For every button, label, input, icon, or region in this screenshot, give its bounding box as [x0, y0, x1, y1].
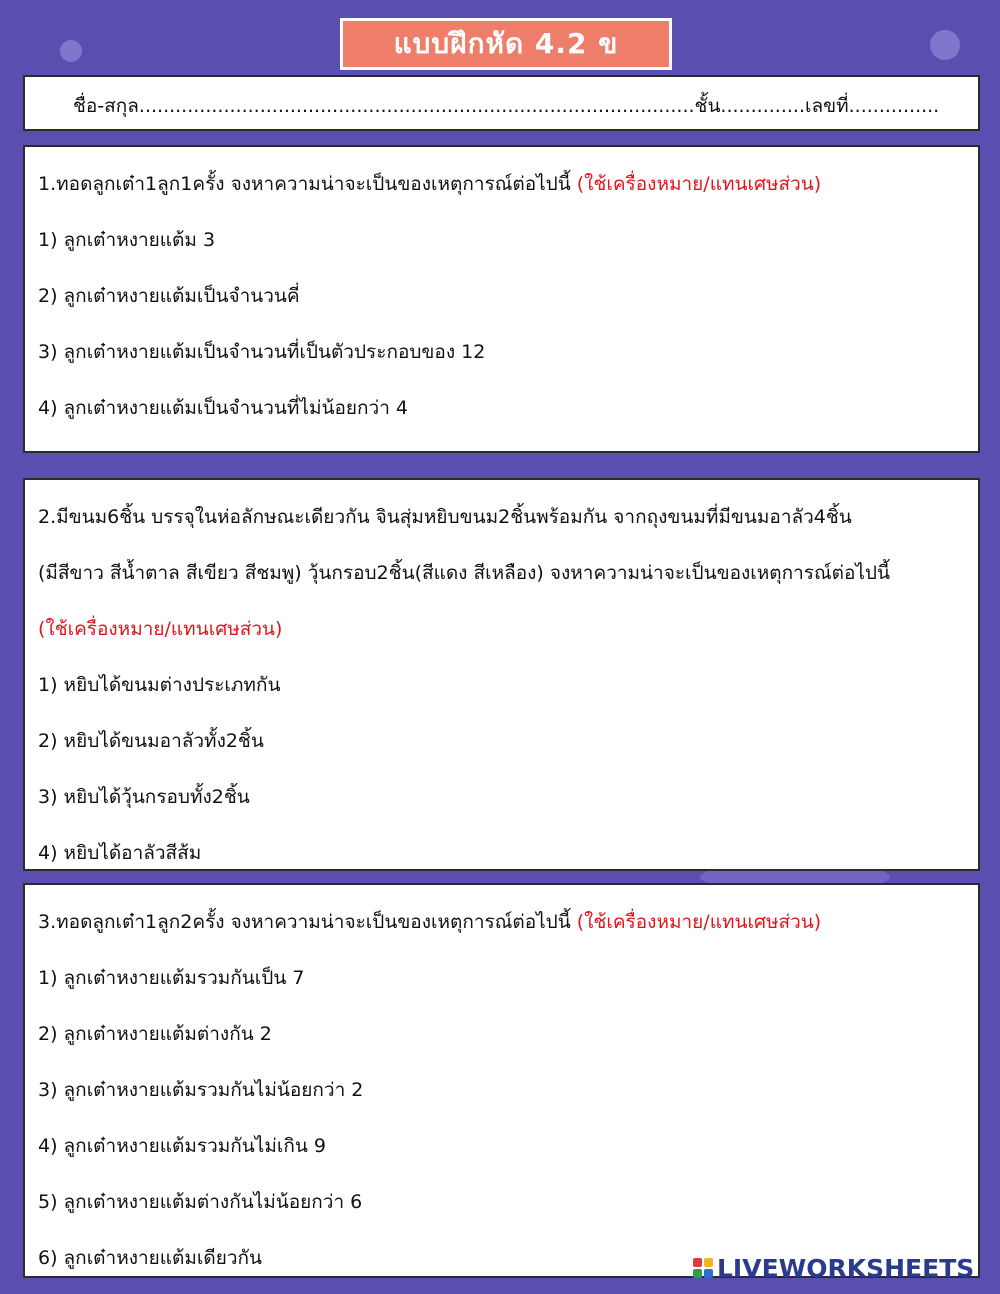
question-1-item: 1) ลูกเต๋าหงายแต้ม 3 [38, 229, 216, 251]
question-2-box [23, 478, 980, 871]
student-info-line[interactable]: ชื่อ-สกุล............................................................................................ชั้น..............เลขที่............... [73, 95, 940, 117]
logo-square-green [693, 1269, 702, 1278]
question-1-note: (ใช้เครื่องหมาย/แทนเศษส่วน) [576, 173, 822, 195]
question-2-item: 3) หยิบได้วุ้นกรอบทั้ง2ชิ้น [38, 786, 250, 808]
background-decoration [60, 40, 82, 62]
question-3-note: (ใช้เครื่องหมาย/แทนเศษส่วน) [576, 911, 822, 933]
question-1-text: 1.ทอดลูกเต๋า1ลูก1ครั้ง จงหาความน่าจะเป็นของเหตุการณ์ต่อไปนี้ [38, 173, 571, 195]
background-decoration [930, 30, 960, 60]
liveworksheets-logo-text: LIVEWORKSHEETS [717, 1253, 975, 1283]
question-1-box [23, 145, 980, 453]
logo-square-yellow [704, 1258, 713, 1267]
question-3-item: 2) ลูกเต๋าหงายแต้มต่างกัน 2 [38, 1023, 272, 1045]
liveworksheets-logo-icon [693, 1258, 713, 1278]
worksheet-title: แบบฝึกหัด 4.2 ข [340, 18, 672, 70]
question-1-item: 3) ลูกเต๋าหงายแต้มเป็นจำนวนที่เป็นตัวประกอบของ 12 [38, 341, 486, 363]
logo-square-red [693, 1258, 702, 1267]
question-3-item: 4) ลูกเต๋าหงายแต้มรวมกันไม่เกิน 9 [38, 1135, 326, 1157]
question-3-item: 3) ลูกเต๋าหงายแต้มรวมกันไม่น้อยกว่า 2 [38, 1079, 364, 1101]
question-2-item: 4) หยิบได้อาลัวสีส้ม [38, 842, 202, 864]
question-2-item: 1) หยิบได้ขนมต่างประเภทกัน [38, 674, 281, 696]
question-1-item: 2) ลูกเต๋าหงายแต้มเป็นจำนวนคี่ [38, 285, 300, 307]
liveworksheets-logo[interactable] [693, 1254, 974, 1282]
question-2-note: (ใช้เครื่องหมาย/แทนเศษส่วน) [38, 618, 283, 640]
logo-square-blue [704, 1269, 713, 1278]
question-2-prompt-line-1: 2.มีขนม6ชิ้น บรรจุในห่อลักษณะเดียวกัน จินสุ่มหยิบขนม2ชิ้นพร้อมกัน จากถุงขนมที่มีขนมอาลัว4ชิ้น [38, 506, 852, 528]
question-3-text: 3.ทอดลูกเต๋า1ลูก2ครั้ง จงหาความน่าจะเป็นของเหตุการณ์ต่อไปนี้ [38, 911, 571, 933]
student-info-box [23, 75, 980, 131]
question-3-item: 1) ลูกเต๋าหงายแต้มรวมกันเป็น 7 [38, 967, 305, 989]
question-3-prompt [38, 907, 821, 937]
question-3-item: 5) ลูกเต๋าหงายแต้มต่างกันไม่น้อยกว่า 6 [38, 1191, 363, 1213]
question-3-box [23, 883, 980, 1278]
question-1-item: 4) ลูกเต๋าหงายแต้มเป็นจำนวนที่ไม่น้อยกว่า 4 [38, 397, 408, 419]
question-3-item: 6) ลูกเต๋าหงายแต้มเดียวกัน [38, 1247, 263, 1269]
question-2-prompt-line-2: (มีสีขาว สีน้ำตาล สีเขียว สีชมพู) วุ้นกรอบ2ชิ้น(สีแดง สีเหลือง) จงหาความน่าจะเป็นของเหตุการณ์ต่อไปนี้ [38, 562, 890, 584]
question-2-item: 2) หยิบได้ขนมอาลัวทั้ง2ชิ้น [38, 730, 264, 752]
question-1-prompt [38, 169, 821, 199]
